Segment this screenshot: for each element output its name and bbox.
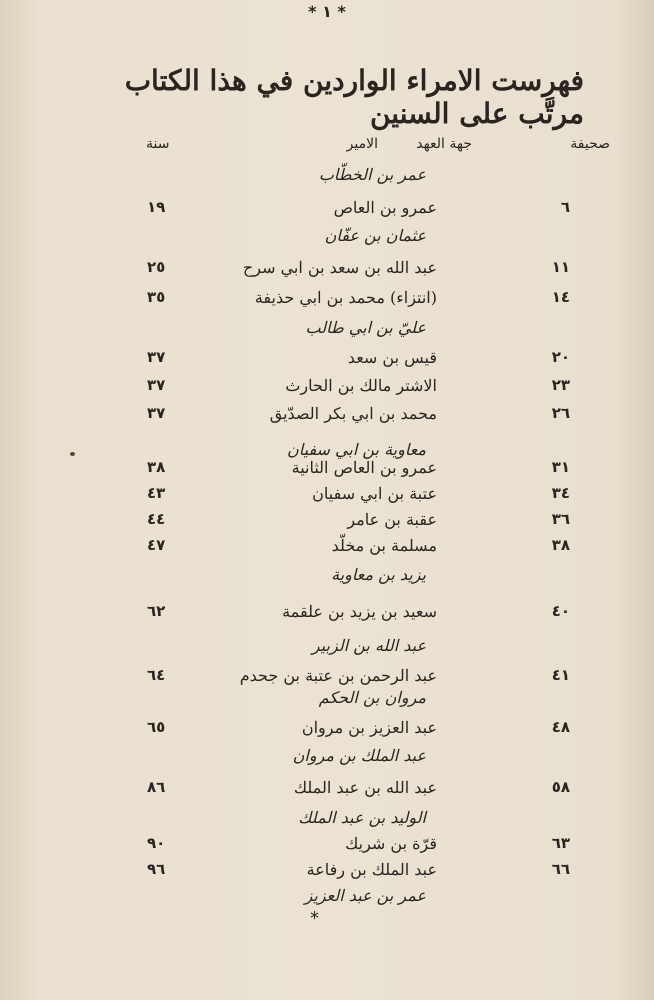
- caliph-row: [0, 636, 654, 666]
- governor-name: عبد العزيز بن مروان: [301, 718, 437, 737]
- year: ٤٧: [147, 536, 166, 554]
- governor-name: محمد بن ابي بكر الصدّيق: [269, 404, 437, 423]
- governor-name: عبد الله بن عبد الملك: [293, 778, 437, 797]
- page-ref: ٣٤: [551, 484, 570, 502]
- governor-row: [0, 404, 654, 434]
- page-ref: ٦: [560, 198, 570, 216]
- governor-row: [0, 348, 654, 378]
- year: ٦٤: [147, 666, 166, 684]
- page-ref: ١١: [551, 258, 570, 276]
- governor-row: [0, 198, 654, 228]
- year: ١٩: [147, 198, 166, 216]
- governor-name: سعيد بن يزيد بن علقمة: [282, 602, 437, 621]
- caliph-name: الوليد بن عبد الملك: [298, 808, 426, 827]
- caliph-name: مروان بن الحكم: [318, 688, 426, 707]
- caliph-row: [0, 746, 654, 776]
- page-ref: ٣١: [551, 458, 570, 476]
- governor-row: [0, 602, 654, 632]
- year: ٨٦: [147, 778, 166, 796]
- header-page: صحيفة: [570, 136, 610, 152]
- caliph-name: عبد الله بن الزبير: [311, 636, 426, 655]
- header-year: سنة: [146, 136, 170, 152]
- caliph-name: عمر بن الخطّاب: [318, 165, 426, 184]
- page-ref: ٣٨: [551, 536, 570, 554]
- governor-name: عمرو بن العاص: [333, 198, 437, 217]
- page-ref: ٤١: [551, 666, 570, 684]
- page-ref: ٢٣: [551, 376, 570, 394]
- year: ٣٥: [147, 288, 166, 306]
- year: ٣٧: [147, 404, 166, 422]
- caliph-row: [0, 886, 654, 916]
- caliph-row: [0, 226, 654, 256]
- governor-name: عمرو بن العاص الثانية: [291, 458, 437, 477]
- year: ٦٥: [147, 718, 166, 736]
- governor-row: [0, 778, 654, 808]
- governor-name: الاشتر مالك بن الحارث: [285, 376, 437, 395]
- year: ٣٧: [147, 376, 166, 394]
- paper-blemish: [70, 452, 75, 456]
- governor-name: (انتزاء) محمد بن ابي حذيفة: [254, 288, 437, 307]
- year: ٦٢: [147, 602, 166, 620]
- caliph-row: [0, 165, 654, 195]
- caliph-row: [0, 565, 654, 595]
- governor-name: قرّة بن شريك: [345, 834, 437, 853]
- caliph-name: عليّ بن ابي طالب: [305, 318, 426, 337]
- year: ٩٦: [147, 860, 166, 878]
- caliph-name: عمر بن عبد العزيز: [304, 886, 426, 905]
- page-ref: ٥٨: [551, 778, 570, 796]
- governor-name: مسلمة بن مخلّد: [331, 536, 437, 555]
- caliph-name: معاوية بن ابي سفيان: [287, 440, 426, 459]
- page-ref: ٦٦: [551, 860, 570, 878]
- footer-mark: *: [310, 908, 319, 929]
- header-governor: الامير: [346, 136, 378, 152]
- governor-row: [0, 258, 654, 288]
- year: ٣٧: [147, 348, 166, 366]
- caliph-name: يزيد بن معاوية: [331, 565, 426, 584]
- caliph-row: [0, 318, 654, 348]
- governor-row: [0, 376, 654, 406]
- governor-name: عبد الملك بن رفاعة: [306, 860, 437, 879]
- governor-name: عبد الرحمن بن عتبة بن جحدم: [239, 666, 437, 685]
- page-number: * ١ *: [308, 2, 346, 21]
- governor-name: عبد الله بن سعد بن ابي سرح: [242, 258, 437, 277]
- governor-row: [0, 718, 654, 748]
- index-title: فهرست الامراء الواردين في هذا الكتاب مرتَّب على السنين: [124, 64, 584, 130]
- year: ٤٣: [147, 484, 166, 502]
- governor-name: عقبة بن عامر: [347, 510, 437, 529]
- header-caliph: جهة العهد: [416, 136, 472, 152]
- page-ref: ٢٦: [551, 404, 570, 422]
- page-ref: ٦٣: [551, 834, 570, 852]
- year: ٤٤: [147, 510, 166, 528]
- page-ref: ٣٦: [551, 510, 570, 528]
- page-ref: ٢٠: [551, 348, 570, 366]
- caliph-row: [0, 688, 654, 718]
- caliph-name: عبد الملك بن مروان: [292, 746, 426, 765]
- page-ref: ٤٨: [551, 718, 570, 736]
- year: ٩٠: [147, 834, 166, 852]
- governor-row: [0, 288, 654, 318]
- governor-name: قيس بن سعد: [347, 348, 437, 367]
- year: ٢٥: [147, 258, 166, 276]
- page-ref: ٤٠: [551, 602, 570, 620]
- caliph-name: عثمان بن عفّان: [324, 226, 426, 245]
- governor-name: عتبة بن ابي سفيان: [312, 484, 437, 503]
- page-ref: ١٤: [551, 288, 570, 306]
- year: ٣٨: [147, 458, 166, 476]
- governor-row: [0, 536, 654, 566]
